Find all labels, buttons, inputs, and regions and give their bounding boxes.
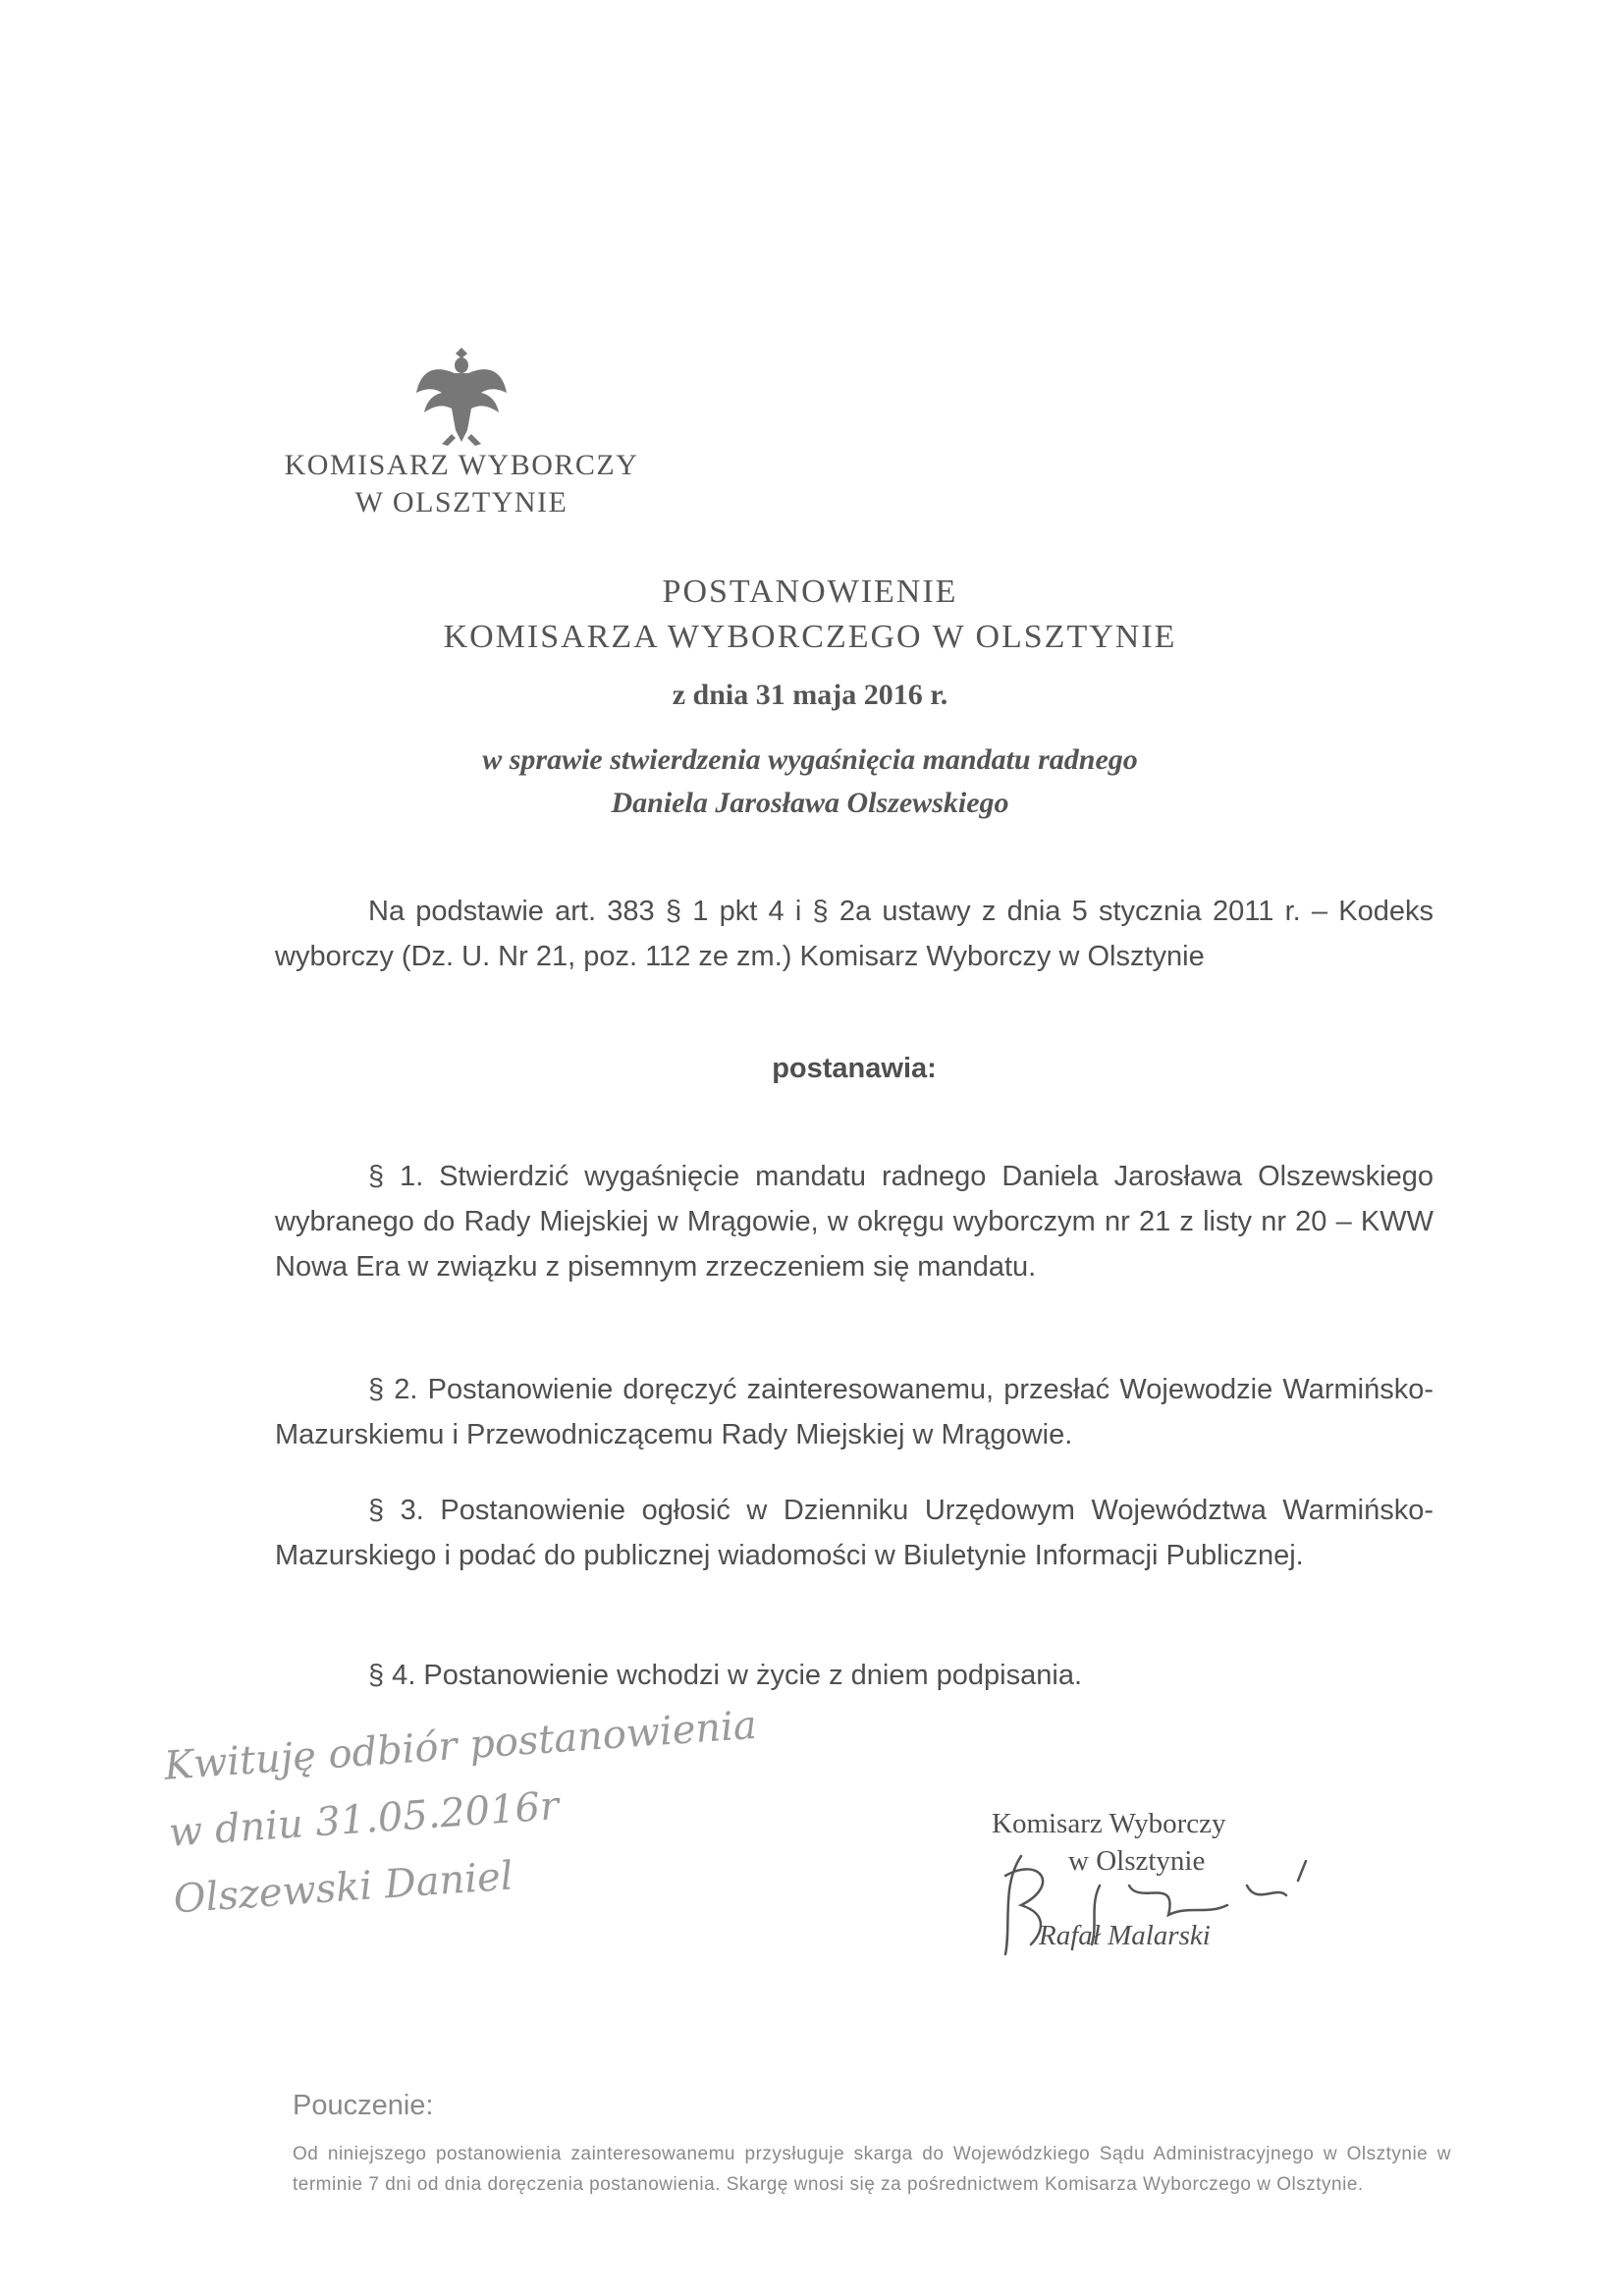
signature-block [992, 1805, 1365, 1954]
issuer-line-1: KOMISARZ WYBORCZY [284, 449, 639, 481]
decides-heading: postanawia: [772, 1053, 937, 1084]
handwritten-line-2: w dniu 31.05.2016r [167, 1783, 561, 1856]
preamble: Na podstawie art. 383 § 1 pkt 4 i § 2a ustawy z dnia 5 stycznia 2011 r. – Kodeks wyborczy (Dz. U. Nr 21, poz. 112 ze zm.) Komisarz Wyborczy w Olsztynie [275, 896, 1434, 972]
title-subject-1: w sprawie stwierdzenia wygaśnięcia mandatu radnego [482, 743, 1138, 776]
paragraph-3: § 3. Postanowienie ogłosić w Dzienniku Urzędowym Województwa Warmińsko-Mazurskiego i podać do publicznej wiadomości w Biuletynie Informacji Publicznej. [275, 1495, 1434, 1571]
title-subject-2: Daniela Jarosława Olszewskiego [611, 787, 1009, 819]
handwritten-line-1: Kwituję odbiór postanowienia [162, 1702, 759, 1789]
title-line-1: POSTANOWIENIE [662, 574, 958, 610]
document-title [295, 570, 1325, 825]
issuer-line-2: W OLSZTYNIE [354, 486, 568, 519]
eagle-emblem-icon [412, 344, 511, 452]
paragraph-4: § 4. Postanowienie wchodzi w życie z dniem podpisania. [368, 1660, 1083, 1691]
title-line-2: KOMISARZA WYBORCZEGO W OLSZTYNIE [443, 619, 1177, 655]
handwritten-receipt-note [162, 1685, 862, 1933]
notice-text: Od niniejszego postanowienia zainteresowanemu przysługuje skarga do Wojewódzkiego Sądu Administracyjnego w Olsztynie w terminie 7 dni od dnia doręczenia postanowienia. Skargę wnosi się za pośrednictwem Komisarza Wyborczego w Olsztynie. [293, 2144, 1451, 2195]
signature-role-1: Komisarz Wyborczy [992, 1808, 1226, 1839]
signature-role-2: w Olsztynie [1068, 1845, 1206, 1877]
paragraph-2: § 2. Postanowienie doręczyć zainteresowanemu, przesłać Wojewodzie Warmińsko-Mazurskiemu i Przewodniczącemu Rady Miejskiej w Mrągowie. [275, 1374, 1434, 1450]
handwritten-line-3: Olszewski Daniel [172, 1853, 514, 1923]
signature-name: Rafał Malarski [1039, 1920, 1211, 1951]
paragraph-1: § 1. Stwierdzić wygaśnięcie mandatu radnego Daniela Jarosława Olszewskiego wybranego do Rady Miejskiej w Mrągowie, w okręgu wyborczym nr 21 z listy nr 20 – KWW Nowa Era w związku z pisemnym zrzeczeniem się mandatu. [275, 1161, 1434, 1283]
notice-heading: Pouczenie: [293, 2090, 434, 2121]
title-date: z dnia 31 maja 2016 r. [672, 679, 948, 711]
issuer-header [255, 447, 668, 521]
